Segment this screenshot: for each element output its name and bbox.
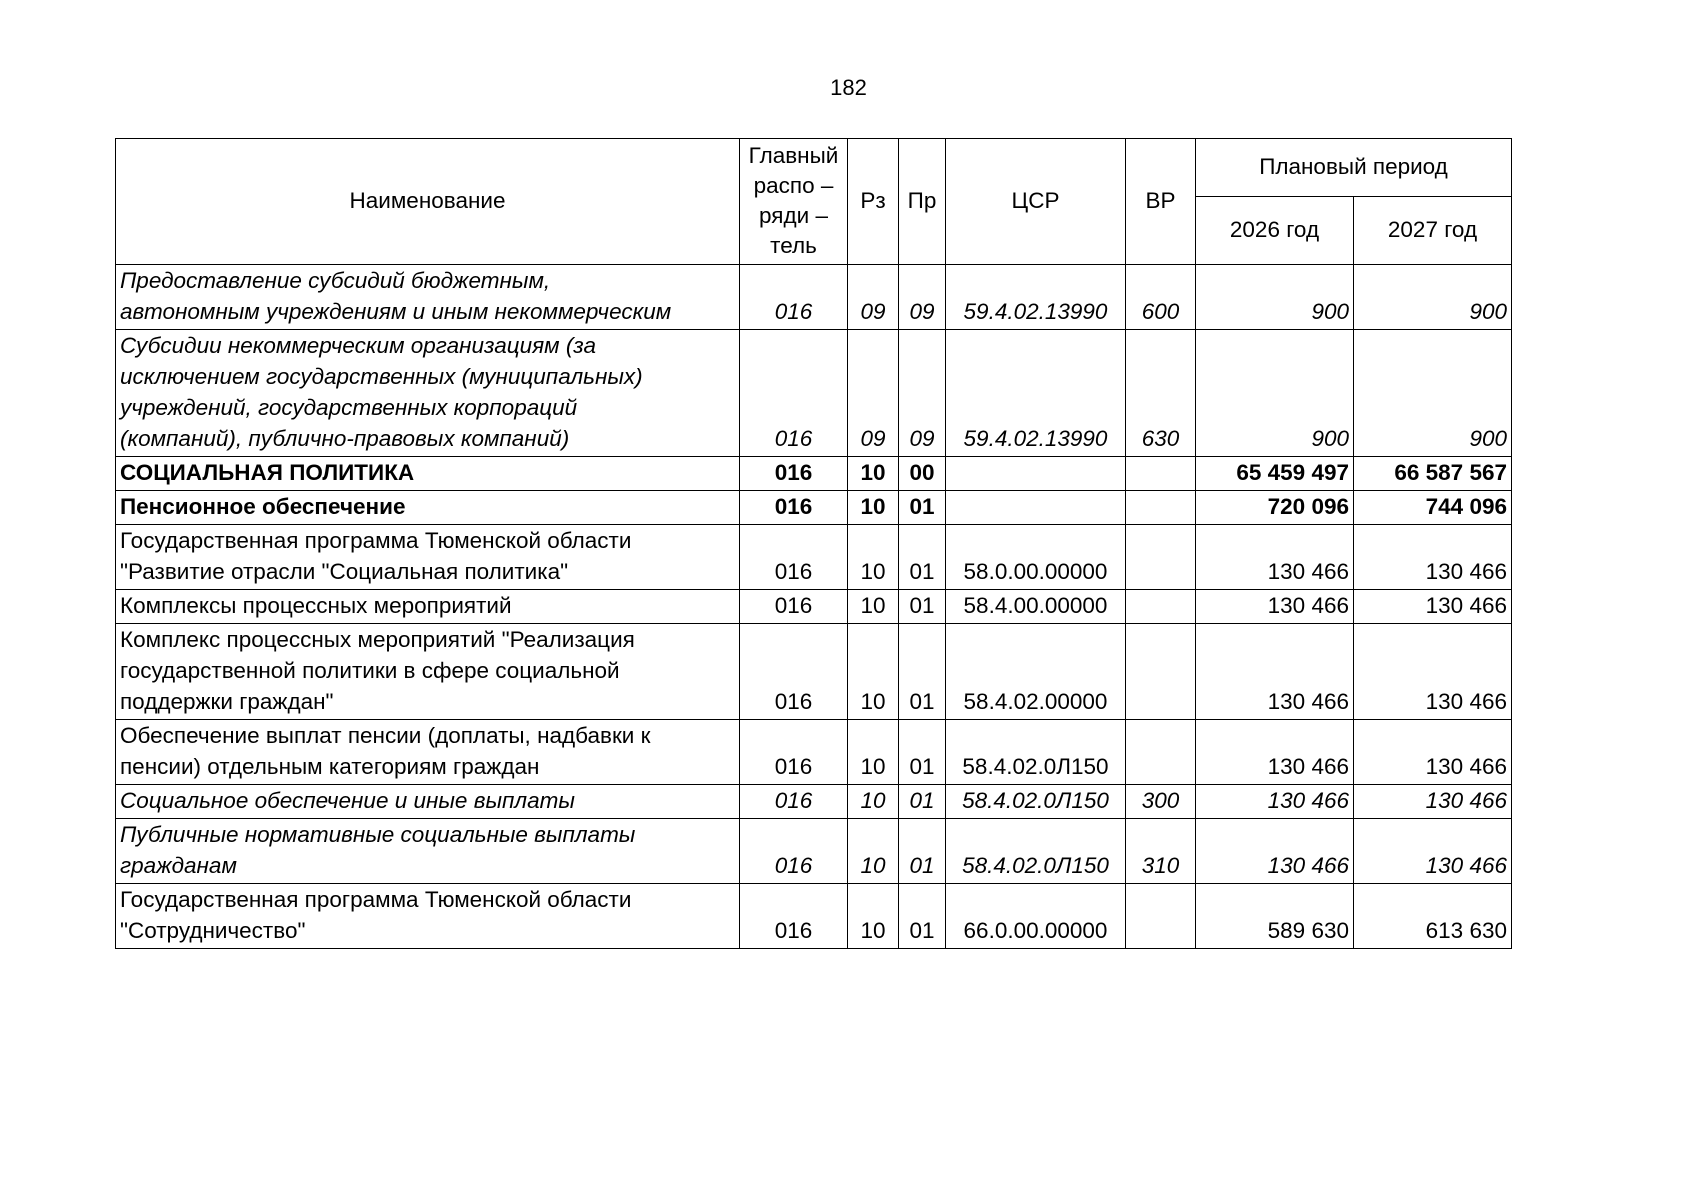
cell-pr: 01 — [899, 525, 946, 590]
header-name: Наименование — [116, 139, 740, 265]
cell-rz: 10 — [848, 720, 899, 785]
cell-csr: 58.4.02.00000 — [946, 624, 1126, 720]
cell-2026: 900 — [1196, 330, 1354, 457]
cell-2027: 613 630 — [1354, 884, 1512, 949]
cell-csr: 58.0.00.00000 — [946, 525, 1126, 590]
cell-pr: 01 — [899, 491, 946, 525]
cell-2026: 130 466 — [1196, 624, 1354, 720]
cell-main-manager: 016 — [740, 785, 848, 819]
cell-2027: 900 — [1354, 330, 1512, 457]
cell-name: СОЦИАЛЬНАЯ ПОЛИТИКА — [116, 457, 740, 491]
cell-main-manager: 016 — [740, 590, 848, 624]
cell-csr: 58.4.02.0Л150 — [946, 720, 1126, 785]
cell-vr — [1126, 590, 1196, 624]
cell-name: Субсидии некоммерческим организациям (за исключением государственных (муниципальных) учреждений, государственных корпораций (компаний), публично-правовых компаний) — [116, 330, 740, 457]
cell-rz: 10 — [848, 624, 899, 720]
cell-2027: 66 587 567 — [1354, 457, 1512, 491]
cell-vr — [1126, 525, 1196, 590]
cell-2027: 130 466 — [1354, 525, 1512, 590]
cell-vr — [1126, 491, 1196, 525]
cell-name: Пенсионное обеспечение — [116, 491, 740, 525]
cell-2027: 130 466 — [1354, 785, 1512, 819]
table-row — [116, 491, 1512, 525]
cell-pr: 01 — [899, 819, 946, 884]
table-row — [116, 819, 1512, 884]
cell-2026: 130 466 — [1196, 819, 1354, 884]
cell-pr: 01 — [899, 884, 946, 949]
cell-csr: 59.4.02.13990 — [946, 330, 1126, 457]
cell-2027: 900 — [1354, 265, 1512, 330]
cell-2027: 130 466 — [1354, 624, 1512, 720]
cell-csr: 58.4.00.00000 — [946, 590, 1126, 624]
header-year-2027: 2027 год — [1354, 197, 1512, 265]
cell-main-manager: 016 — [740, 884, 848, 949]
header-pr: Пр — [899, 139, 946, 265]
header-rz: Рз — [848, 139, 899, 265]
header-main-manager: Главный распо – ряди – тель — [740, 139, 848, 265]
table-row — [116, 525, 1512, 590]
cell-main-manager: 016 — [740, 457, 848, 491]
cell-main-manager: 016 — [740, 624, 848, 720]
cell-rz: 10 — [848, 491, 899, 525]
cell-2026: 130 466 — [1196, 525, 1354, 590]
cell-csr: 59.4.02.13990 — [946, 265, 1126, 330]
cell-2026: 589 630 — [1196, 884, 1354, 949]
cell-2026: 65 459 497 — [1196, 457, 1354, 491]
cell-csr: 58.4.02.0Л150 — [946, 785, 1126, 819]
cell-vr — [1126, 457, 1196, 491]
cell-main-manager: 016 — [740, 720, 848, 785]
cell-main-manager: 016 — [740, 491, 848, 525]
cell-main-manager: 016 — [740, 330, 848, 457]
cell-main-manager: 016 — [740, 525, 848, 590]
cell-2026: 900 — [1196, 265, 1354, 330]
table-row — [116, 265, 1512, 330]
cell-pr: 01 — [899, 590, 946, 624]
cell-vr: 600 — [1126, 265, 1196, 330]
header-csr: ЦСР — [946, 139, 1126, 265]
cell-rz: 10 — [848, 457, 899, 491]
cell-2026: 720 096 — [1196, 491, 1354, 525]
table-row — [116, 720, 1512, 785]
table-row — [116, 785, 1512, 819]
budget-table — [115, 138, 1512, 949]
cell-rz: 10 — [848, 819, 899, 884]
cell-rz: 10 — [848, 884, 899, 949]
table-row — [116, 330, 1512, 457]
cell-rz: 09 — [848, 330, 899, 457]
header-year-2026: 2026 год — [1196, 197, 1354, 265]
cell-main-manager: 016 — [740, 819, 848, 884]
header-planned-period: Плановый период — [1196, 139, 1512, 197]
table-header — [116, 139, 1512, 265]
cell-name: Комплекс процессных мероприятий "Реализация государственной политики в сфере социальной поддержки граждан" — [116, 624, 740, 720]
cell-name: Обеспечение выплат пенсии (доплаты, надбавки к пенсии) отдельным категориям граждан — [116, 720, 740, 785]
cell-rz: 09 — [848, 265, 899, 330]
cell-2027: 130 466 — [1354, 720, 1512, 785]
page-number: 182 — [830, 75, 867, 100]
cell-rz: 10 — [848, 590, 899, 624]
cell-name: Социальное обеспечение и иные выплаты — [116, 785, 740, 819]
cell-main-manager: 016 — [740, 265, 848, 330]
table-row — [116, 590, 1512, 624]
cell-vr: 300 — [1126, 785, 1196, 819]
cell-2026: 130 466 — [1196, 720, 1354, 785]
cell-name: Комплексы процессных мероприятий — [116, 590, 740, 624]
cell-csr: 58.4.02.0Л150 — [946, 819, 1126, 884]
cell-2026: 130 466 — [1196, 590, 1354, 624]
cell-name: Публичные нормативные социальные выплаты гражданам — [116, 819, 740, 884]
cell-pr: 00 — [899, 457, 946, 491]
cell-csr: 66.0.00.00000 — [946, 884, 1126, 949]
cell-csr — [946, 457, 1126, 491]
cell-name: Государственная программа Тюменской области "Развитие отрасли "Социальная политика" — [116, 525, 740, 590]
cell-vr — [1126, 720, 1196, 785]
cell-2026: 130 466 — [1196, 785, 1354, 819]
cell-2027: 130 466 — [1354, 819, 1512, 884]
table-body — [116, 265, 1512, 949]
cell-vr: 630 — [1126, 330, 1196, 457]
cell-2027: 744 096 — [1354, 491, 1512, 525]
cell-vr — [1126, 624, 1196, 720]
header-vr: ВР — [1126, 139, 1196, 265]
cell-csr — [946, 491, 1126, 525]
cell-vr: 310 — [1126, 819, 1196, 884]
table-row — [116, 457, 1512, 491]
cell-pr: 01 — [899, 624, 946, 720]
cell-pr: 01 — [899, 785, 946, 819]
cell-pr: 09 — [899, 330, 946, 457]
cell-rz: 10 — [848, 785, 899, 819]
cell-vr — [1126, 884, 1196, 949]
cell-name: Государственная программа Тюменской области "Сотрудничество" — [116, 884, 740, 949]
table-row — [116, 624, 1512, 720]
table-row — [116, 884, 1512, 949]
cell-2027: 130 466 — [1354, 590, 1512, 624]
cell-pr: 01 — [899, 720, 946, 785]
cell-name: Предоставление субсидий бюджетным, автономным учреждениям и иным некоммерческим — [116, 265, 740, 330]
cell-pr: 09 — [899, 265, 946, 330]
cell-rz: 10 — [848, 525, 899, 590]
